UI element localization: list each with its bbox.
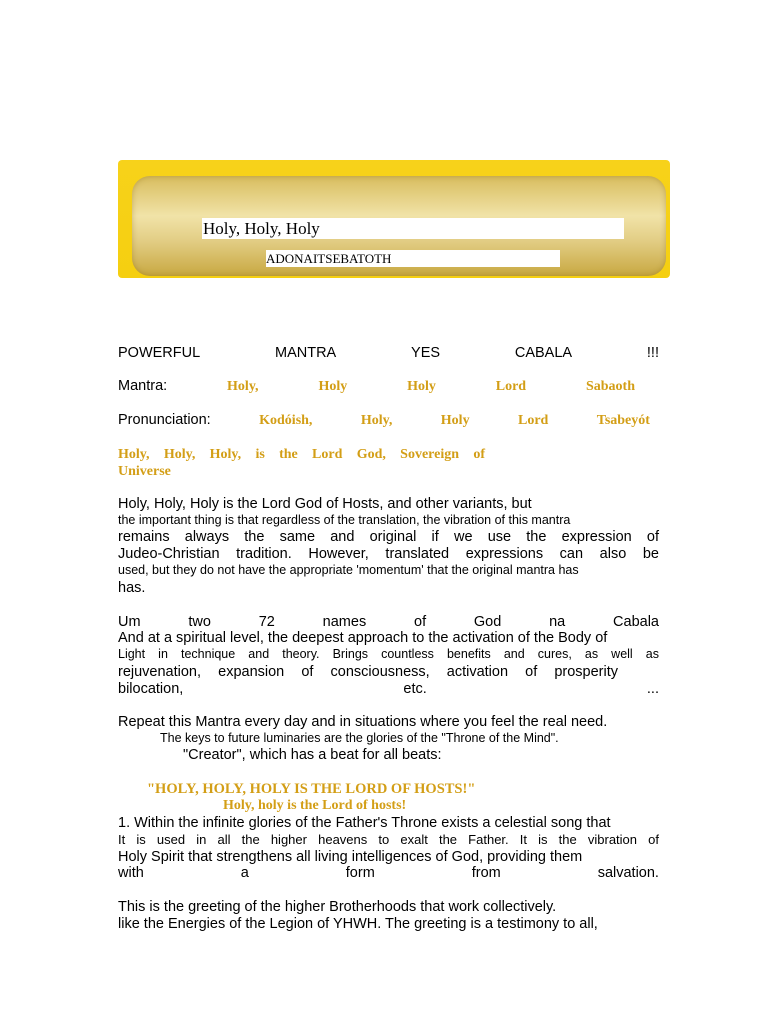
pronunciation-label: Pronunciation:	[118, 412, 211, 428]
banner-plate	[132, 176, 666, 276]
para3-line: And at a spiritual level, the deepest approach to the activation of the Body of	[118, 630, 608, 646]
gold-word: Sovereign	[400, 447, 460, 462]
heading-word: CABALA	[514, 345, 573, 361]
para6-line: This is the greeting of the higher Brotherhoods that work collectively.	[118, 899, 557, 915]
gold-word: of	[473, 447, 485, 462]
heading-word: YES	[411, 345, 441, 361]
pronunciation-word: Kodóish,	[259, 413, 313, 428]
para2-line: used, but they do not have the appropriate 'momentum' that the original mantra has	[118, 563, 579, 577]
para3-word: Um	[118, 614, 141, 630]
banner-title: Holy, Holy, Holy	[202, 218, 624, 239]
gold-word: is	[255, 447, 265, 462]
para2-line: has.	[118, 580, 146, 596]
para2-line: the important thing is that regardless of the translation, the vibration of this mantra	[118, 513, 571, 527]
para3-word: bilocation,	[118, 681, 184, 697]
banner-subtitle: ADONAITSEBATOTH	[266, 250, 560, 267]
heading-word: MANTRA	[274, 345, 337, 361]
para6-line: like the Energies of the Legion of YHWH. The greeting is a testimony to all,	[118, 916, 598, 932]
para5-line: 1. Within the infinite glories of the Father's Throne exists a celestial song that	[118, 815, 611, 831]
para3-word: of	[414, 614, 427, 630]
para3-word: ...	[646, 681, 659, 697]
gold-paragraph-end: Universe	[118, 464, 171, 479]
gold-word: Holy,	[209, 447, 242, 462]
heading-line	[118, 345, 659, 361]
gold-word: the	[279, 447, 298, 462]
para3-line	[118, 614, 659, 630]
para3-word: Cabala	[613, 614, 659, 630]
para3-word: etc.	[403, 681, 427, 697]
para3-word: names	[322, 614, 367, 630]
gold-word: God,	[356, 447, 386, 462]
mantra-line	[118, 378, 635, 395]
quote-line: "HOLY, HOLY, HOLY IS THE LORD OF HOSTS!"	[147, 781, 476, 797]
para3-word: two	[188, 614, 211, 630]
para3-line	[118, 681, 659, 697]
pronunciation-word: Lord	[518, 413, 549, 428]
title-banner	[118, 160, 670, 278]
mantra-label: Mantra:	[118, 378, 168, 394]
heading-word: !!!	[646, 345, 659, 361]
para5-line	[118, 865, 659, 881]
para5-word: salvation.	[597, 865, 659, 881]
para3-word: God	[473, 614, 502, 630]
para3-word: 72	[258, 614, 275, 630]
pronunciation-line	[118, 412, 650, 429]
para4-line: Repeat this Mantra every day and in situations where you feel the real need.	[118, 714, 608, 730]
gold-word: Lord	[312, 447, 343, 462]
para5-line: It is used in all the higher heavens to exalt the Father. It is the vibration of	[118, 832, 659, 847]
para3-word: na	[549, 614, 566, 630]
para2-line: Judeo-Christian tradition. However, translated expressions can also be	[118, 546, 659, 562]
gold-paragraph	[118, 446, 485, 480]
heading-word: POWERFUL	[118, 345, 201, 361]
quote-line: Holy, holy is the Lord of hosts!	[223, 798, 407, 813]
para3-line: Light in technique and theory. Brings countless benefits and cures, as well as	[118, 647, 659, 661]
pronunciation-word: Holy	[440, 413, 470, 428]
pronunciation-word: Tsabeyót	[596, 413, 650, 428]
gold-word: Holy,	[118, 447, 150, 462]
mantra-word: Holy	[407, 379, 436, 394]
para5-word: a	[240, 865, 249, 881]
mantra-word: Holy,	[227, 379, 259, 394]
para2-line: remains always the same and original if we use the expression of	[118, 529, 659, 545]
para5-word: with	[118, 865, 144, 881]
gold-word: Holy,	[163, 447, 196, 462]
para5-word: form	[345, 865, 375, 881]
para4-line: The keys to future luminaries are the glories of the "Throne of the Mind".	[160, 731, 559, 745]
para2-line: Holy, Holy, Holy is the Lord God of Hosts, and other variants, but	[118, 496, 532, 512]
gold-paragraph-text	[118, 446, 485, 463]
para5-word: from	[471, 865, 501, 881]
para4-line: "Creator", which has a beat for all beats:	[183, 747, 442, 763]
para5-line: Holy Spirit that strengthens all living intelligences of God, providing them	[118, 849, 583, 865]
mantra-word: Lord	[495, 379, 527, 394]
para3-line: rejuvenation, expansion of consciousness, activation of prosperity	[118, 664, 618, 680]
mantra-word: Holy	[318, 379, 348, 394]
pronunciation-word: Holy,	[360, 413, 393, 428]
mantra-word: Sabaoth	[585, 379, 635, 394]
